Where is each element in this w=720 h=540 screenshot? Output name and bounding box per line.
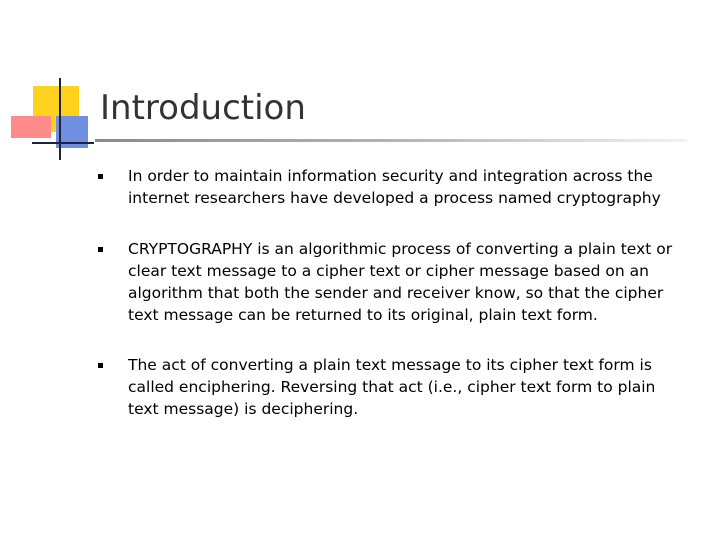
logo-horizontal-line	[32, 142, 94, 144]
slide-title: Introduction	[100, 88, 306, 128]
logo-pink-bar	[11, 116, 51, 138]
square-bullet-icon	[98, 363, 103, 368]
logo-vertical-line	[59, 78, 61, 160]
bullet-text: The act of converting a plain text message to its cipher text form is called enciphering. Reversing that act (i.e., cipher text form to plain text message) is deciphering.	[128, 356, 656, 418]
title-underline	[95, 139, 687, 142]
square-bullet-icon	[98, 247, 103, 252]
square-bullet-icon	[98, 174, 103, 179]
bullet-text: CRYPTOGRAPHY is an algorithmic process of converting a plain text or clear text message to a cipher text or cipher message based on an algorithm that both the sender and receiver know, so that the cipher text message can be returned to its original, plain text form.	[128, 240, 673, 324]
bullet-text: In order to maintain information security and integration across the internet researchers have developed a process named cryptography	[128, 167, 661, 207]
